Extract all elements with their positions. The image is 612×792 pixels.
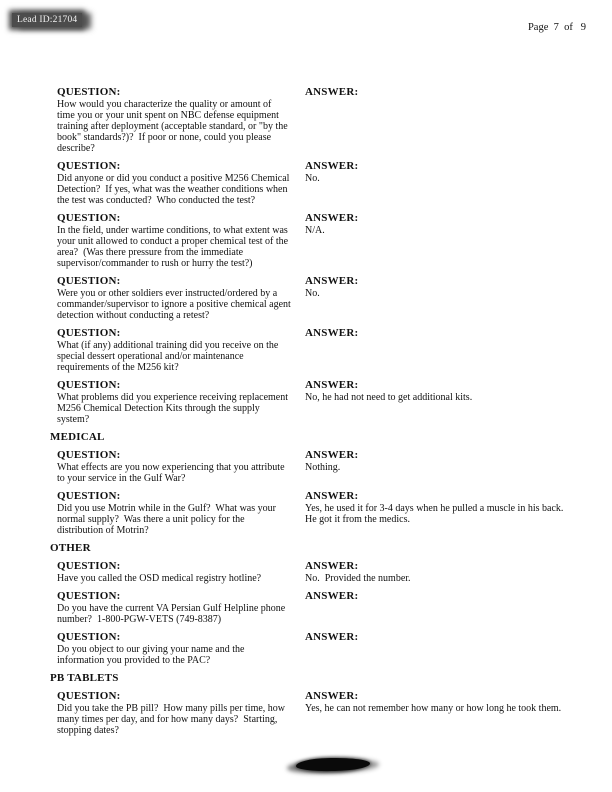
answer-column: [305, 449, 576, 484]
question-text: Were you or other soldiers ever instructed/ordered by a commander/supervisor to ignore a positive chemical agent detection without conducting a retest?: [57, 288, 294, 321]
question-column: [57, 160, 305, 206]
question-text: How would you characterize the quality or amount of time you or your unit spent on NBC defense equipment training after deployment (acceptable standard, or "by the book" standards?)? If poor or none, could you please describe?: [57, 99, 291, 154]
section-heading: MEDICAL: [50, 431, 105, 443]
question-column: [57, 449, 305, 484]
question-text: What problems did you experience receiving replacement M256 Chemical Detection Kits through the supply system?: [57, 392, 291, 425]
question-label: QUESTION:: [57, 490, 121, 502]
answer-text: Yes, he can not remember how many or how long he took them.: [305, 703, 562, 714]
qa-block: [57, 212, 576, 269]
question-label: QUESTION:: [57, 690, 121, 702]
qa-block: [57, 327, 576, 373]
question-label: QUESTION:: [57, 449, 121, 461]
question-text: Did you take the PB pill? How many pills per time, how many times per day, and for how many days? Starting, stopping dates?: [57, 703, 288, 736]
answer-label: ANSWER:: [305, 379, 359, 391]
answer-text: Yes, he used it for 3-4 days when he pulled a muscle in his back. He got it from the medics.: [305, 503, 569, 525]
answer-column: [305, 160, 576, 206]
answer-label: ANSWER:: [305, 327, 359, 339]
answer-column: [305, 490, 576, 536]
answer-label: ANSWER:: [305, 631, 359, 643]
question-label: QUESTION:: [57, 379, 121, 391]
answer-label: ANSWER:: [305, 449, 359, 461]
answer-text: No.: [305, 288, 320, 299]
answer-label: ANSWER:: [305, 212, 359, 224]
qa-block: [57, 690, 576, 736]
page-number: Page 7 of 9: [527, 22, 586, 33]
answer-text: No. Provided the number.: [305, 573, 411, 584]
question-label: QUESTION:: [57, 86, 121, 98]
qa-block: [57, 86, 576, 154]
answer-text: N/A.: [305, 225, 325, 236]
question-column: [57, 379, 305, 425]
answer-column: [305, 86, 576, 154]
question-column: [57, 631, 305, 666]
question-label: QUESTION:: [57, 560, 121, 572]
question-label: QUESTION:: [57, 327, 121, 339]
question-text: Did you use Motrin while in the Gulf? What was your normal supply? Was there a unit policy for the distribution of Motrin?: [57, 503, 279, 536]
answer-text: Nothing.: [305, 462, 341, 473]
qa-block: [57, 379, 576, 425]
answer-label: ANSWER:: [305, 560, 359, 572]
answer-label: ANSWER:: [305, 590, 359, 602]
qa-block: [57, 631, 576, 666]
lead-id-stamp: Lead ID:21704: [12, 13, 82, 27]
answer-text: No.: [305, 173, 320, 184]
question-column: [57, 212, 305, 269]
qa-block: [57, 590, 576, 625]
qa-block: [57, 490, 576, 536]
question-text: In the field, under wartime conditions, to what extent was your unit allowed to conduct a proper chemical test of the area? (Was there pressure from the immediate supervisor/commander to rush or hurry the test?): [57, 225, 291, 269]
question-column: [57, 560, 305, 584]
question-column: [57, 327, 305, 373]
qa-block: [57, 275, 576, 321]
question-text: What (if any) additional training did you receive on the special dessert operational and/or maintenance requirements of the M256 kit?: [57, 340, 281, 373]
section-heading: PB TABLETS: [50, 672, 119, 684]
answer-column: [305, 212, 576, 269]
question-column: [57, 490, 305, 536]
question-text: Do you have the current VA Persian Gulf Helpline phone number? 1-800-PGW-VETS (749-8387): [57, 603, 288, 625]
question-column: [57, 275, 305, 321]
answer-column: [305, 590, 576, 625]
question-label: QUESTION:: [57, 275, 121, 287]
answer-label: ANSWER:: [305, 160, 359, 172]
answer-label: ANSWER:: [305, 275, 359, 287]
qa-block: [57, 160, 576, 206]
section-heading: OTHER: [50, 542, 91, 554]
question-column: [57, 690, 305, 736]
qa-list: [50, 86, 576, 742]
answer-column: [305, 560, 576, 584]
question-text: Do you object to our giving your name and the information you provided to the PAC?: [57, 644, 247, 666]
question-text: Have you called the OSD medical registry hotline?: [57, 573, 262, 584]
question-label: QUESTION:: [57, 212, 121, 224]
answer-label: ANSWER:: [305, 86, 359, 98]
redaction-mark: [296, 757, 370, 772]
answer-text: No, he had not need to get additional kits.: [305, 392, 473, 403]
answer-column: [305, 379, 576, 425]
question-column: [57, 590, 305, 625]
answer-column: [305, 327, 576, 373]
answer-column: [305, 690, 576, 736]
qa-block: [57, 560, 576, 584]
question-label: QUESTION:: [57, 590, 121, 602]
question-column: [57, 86, 305, 154]
question-text: Did anyone or did you conduct a positive M256 Chemical Detection? If yes, what was the weather conditions when the test was conducted? Who conducted the test?: [57, 173, 292, 206]
question-label: QUESTION:: [57, 631, 121, 643]
answer-column: [305, 275, 576, 321]
question-label: QUESTION:: [57, 160, 121, 172]
answer-label: ANSWER:: [305, 490, 359, 502]
answer-label: ANSWER:: [305, 690, 359, 702]
qa-block: [57, 449, 576, 484]
answer-column: [305, 631, 576, 666]
question-text: What effects are you now experiencing that you attribute to your service in the Gulf War?: [57, 462, 288, 484]
